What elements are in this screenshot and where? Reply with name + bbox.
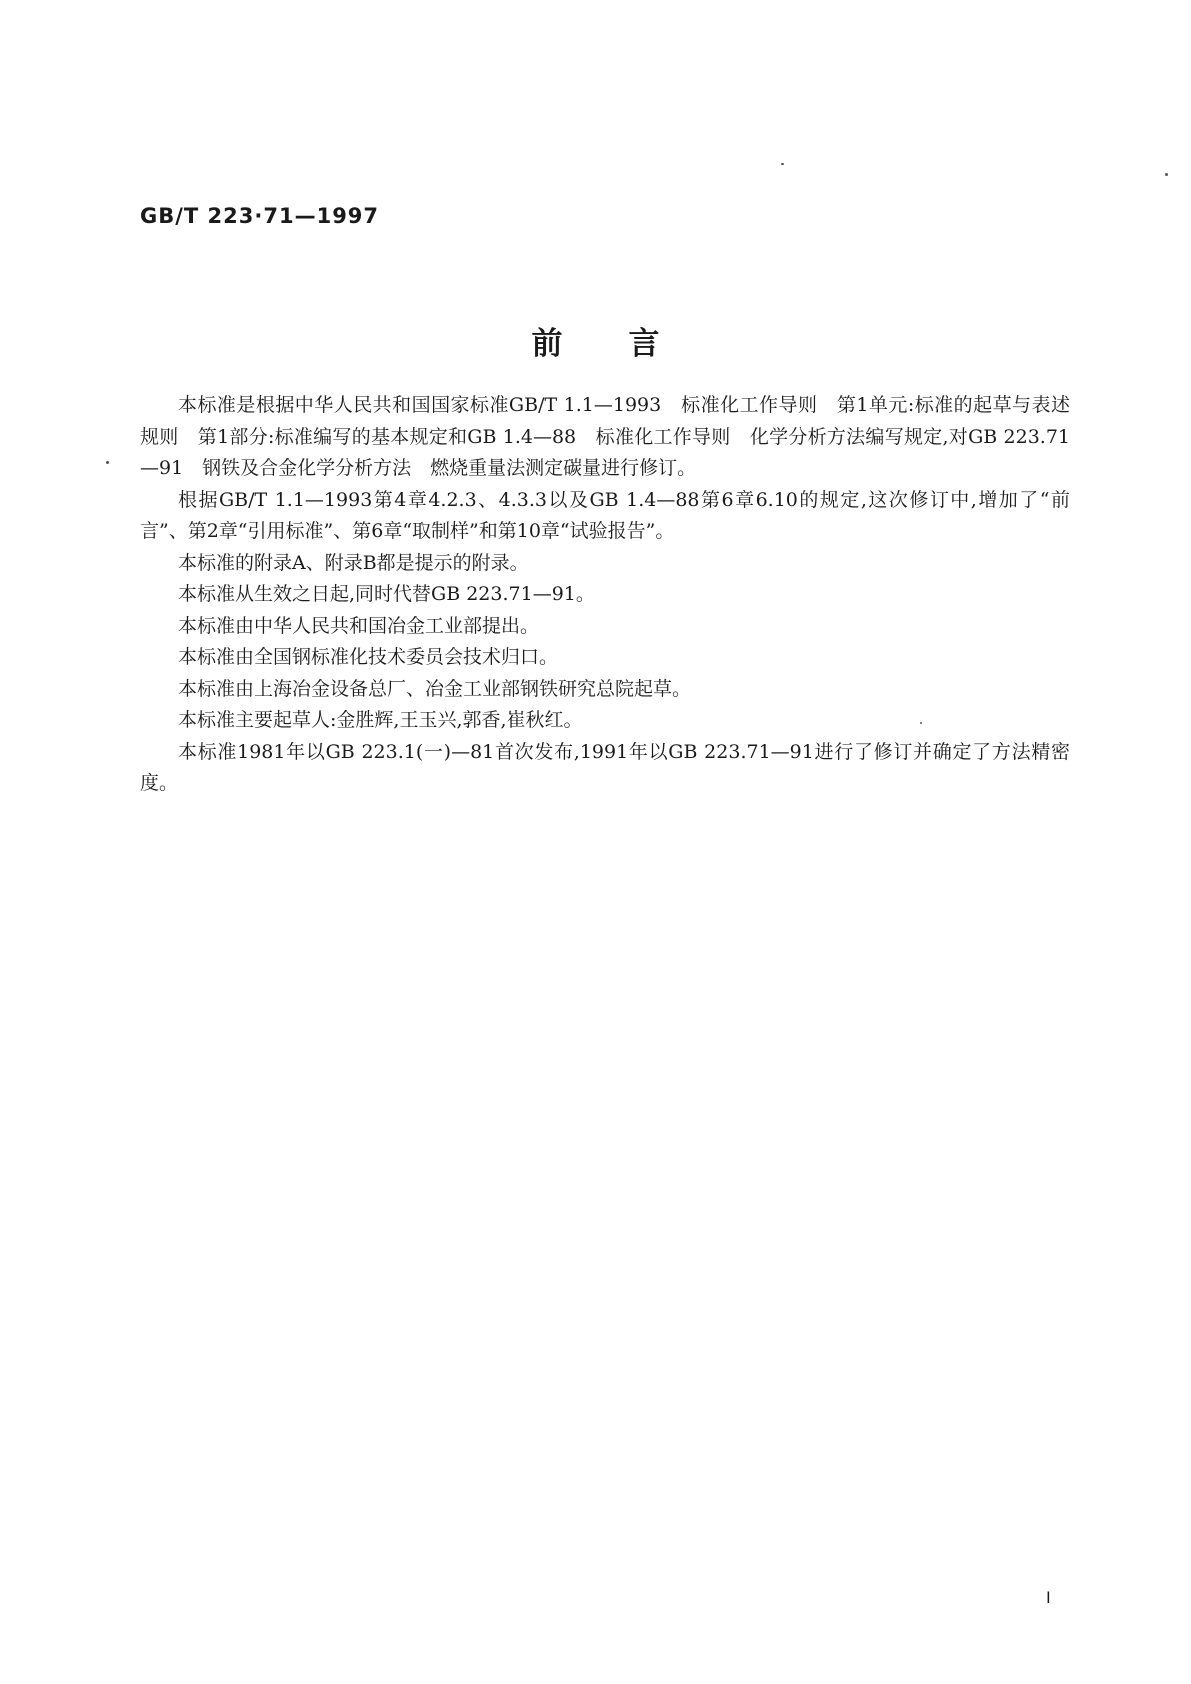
paragraph: 本标准由中华人民共和国冶金工业部提出。 <box>178 614 540 637</box>
standard-code: GB/T 223·71—1997 <box>140 204 380 228</box>
paragraph: 本标准的附录A、附录B都是提示的附录。 <box>178 551 529 574</box>
page-title: 前言 <box>531 326 726 362</box>
scan-speck <box>781 163 784 165</box>
scan-speck <box>1165 173 1168 176</box>
paragraph: 本标准由全国钢标准化技术委员会技术归口。 <box>178 646 559 668</box>
page-number: I <box>1046 1588 1051 1607</box>
foreword-body <box>140 390 1070 800</box>
paragraph: 本标准是根据中华人民共和国国家标准GB/T 1.1—1993 标准化工作导则 第1单元:标准的起草与表述规则 第1部分:标准编写的基本规定和GB 1.4—88 标准化工作导则 化学分析方法编写规定,对GB 223.71—91 钢铁及合金化学分析方法 燃烧重量法测定碳量进行修订。 <box>140 394 1070 479</box>
paragraph: 根据GB/T 1.1—1993第4章4.2.3、4.3.3以及GB 1.4—88第6章6.10的规定,这次修订中,增加了“前言”、第2章“引用标准”、第6章“取制样”和第10章“试验报告”。 <box>140 488 1070 542</box>
paragraph: 本标准主要起草人:金胜辉,王玉兴,郭香,崔秋红。 <box>178 709 583 731</box>
paragraph: 本标准由上海冶金设备总厂、冶金工业部钢铁研究总院起草。 <box>178 677 692 700</box>
scan-speck <box>106 461 109 464</box>
paragraph: 本标准从生效之日起,同时代替GB 223.71—91。 <box>178 583 595 605</box>
paragraph: 本标准1981年以GB 223.1(一)—81首次发布,1991年以GB 223.71—91进行了修订并确定了方法精密度。 <box>140 740 1070 794</box>
scan-speck <box>920 722 922 724</box>
